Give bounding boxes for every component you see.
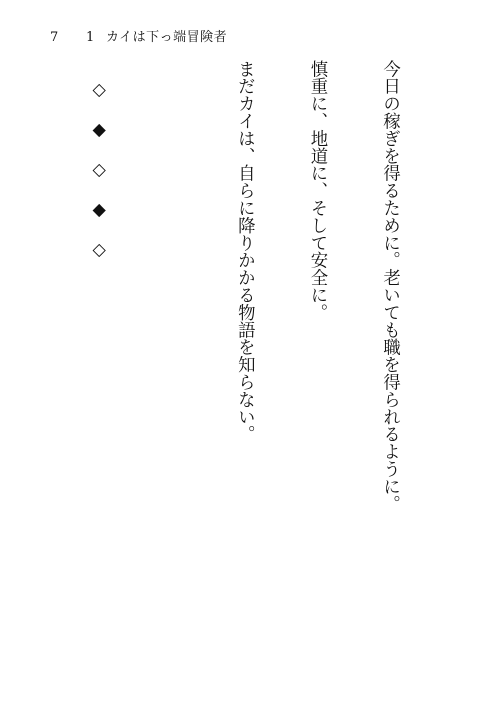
page-number: 7 [50, 30, 59, 45]
body-line: まだカイは、自らに降りかかる物語を知らない。 [234, 60, 255, 443]
section-break-ornament: ◇◆◇◆◇ [89, 80, 110, 280]
blank-line [160, 60, 184, 660]
chapter-title: カイは下っ端冒険者 [106, 30, 228, 45]
blank-line [14, 60, 38, 660]
vertical-text-body [0, 60, 450, 660]
body-line: 今日の稼ぎを得るために。老いても職を得られるように。 [379, 60, 400, 513]
body-line: 慎重に、地道に、そして安全に。 [306, 60, 327, 321]
chapter-number: 1 [86, 30, 95, 45]
